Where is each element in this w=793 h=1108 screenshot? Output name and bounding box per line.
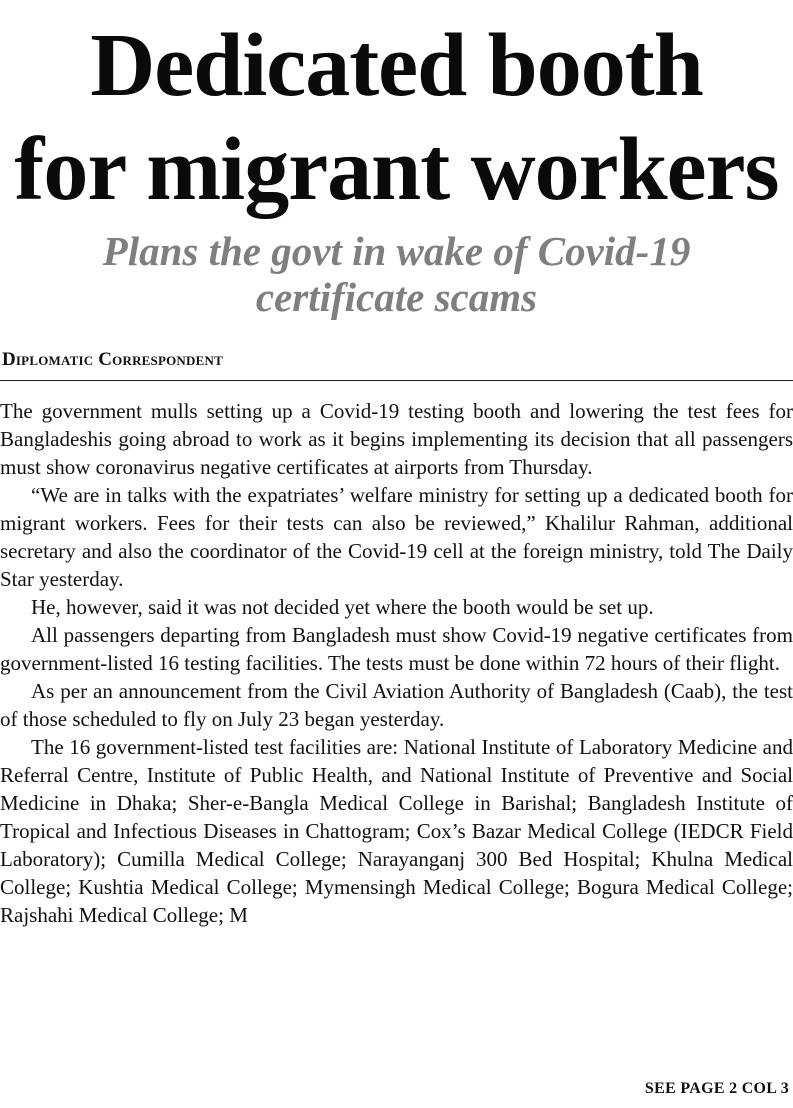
paragraph-3: He, however, said it was not decided yet where the booth would be set up.: [31, 595, 654, 619]
byline: Diplomatic Correspondent: [2, 349, 223, 370]
continuation-jump[interactable]: SEE PAGE 2 COL 3: [644, 1080, 789, 1097]
paragraph-6: The 16 government-listed test facilities are: National Institute of Laboratory Medicine and Referral Centre, Institute of Public Health, and National Institute of Preventive and Social Medicine in Dhaka; Sher-e-Bangla Medical College in Barishal; Bangladesh Institute of Tropical and Infectious Diseases in Chattogram; Cox’s Bazar Medical College (IEDCR Field Laboratory); Cumilla Medical College; Narayanganj 300 Bed Hospital; Khulna Medical College; Kushtia Medical College; Mymensingh Medical College; Bogura Medical College; Rajshahi Medical College; M: [0, 735, 793, 927]
subheadline-line-1: Plans the govt in wake of Covid-19: [102, 228, 691, 274]
subheadline-line-2: certificate scams: [255, 274, 538, 320]
subheadline: [0, 228, 793, 320]
headline: [0, 14, 793, 222]
paragraph-5: As per an announcement from the Civil Aviation Authority of Bangladesh (Caab), the test of those scheduled to fly on July 23 began yesterday.: [0, 679, 793, 731]
byline-divider: [0, 380, 793, 381]
paragraph-1: The government mulls setting up a Covid-19 testing booth and lowering the test fees for Bangladeshis going abroad to work as it begins implementing its decision that all passengers must show coronavirus negative certificates at airports from Thursday.: [0, 399, 793, 479]
paragraph-4: All passengers departing from Bangladesh must show Covid-19 negative certificates from government-listed 16 testing facilities. The tests must be done within 72 hours of their flight.: [0, 623, 793, 675]
headline-line-2: for migrant workers: [14, 120, 779, 219]
headline-line-1: Dedicated booth: [90, 16, 703, 115]
paragraph-2: “We are in talks with the expatriates’ welfare ministry for setting up a dedicated booth for migrant workers. Fees for their tests can also be reviewed,” Khalilur Rahman, additional secretary and also the coordinator of the Covid-19 cell at the foreign ministry, told The Daily Star yesterday.: [0, 483, 793, 591]
article-body: [0, 397, 793, 929]
